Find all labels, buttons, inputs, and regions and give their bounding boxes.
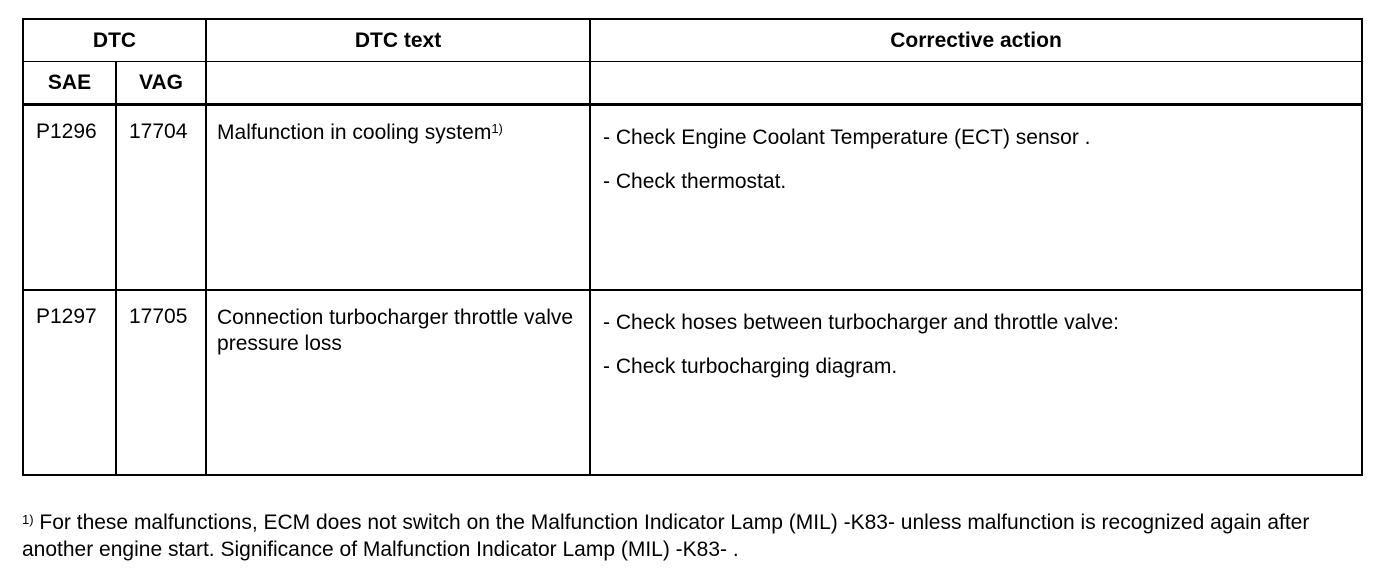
subheader-blank-action <box>590 62 1362 105</box>
header-sae: SAE <box>23 62 116 105</box>
action-item: - Check turbocharging diagram. <box>603 355 898 378</box>
cell-dtc-text <box>206 290 590 475</box>
action-item: - Check hoses between turbocharger and throttle valve: <box>603 311 1119 334</box>
vag-code: 17704 <box>129 120 188 143</box>
footnote <box>22 509 1322 563</box>
sae-code: P1297 <box>36 305 97 328</box>
action-item: - Check thermostat. <box>603 170 787 193</box>
footnote-marker: 1) <box>22 512 34 527</box>
dtc-table <box>22 18 1363 476</box>
action-item: - Check Engine Coolant Temperature (ECT) sensor . <box>603 126 1091 149</box>
footnote-text: For these malfunctions, ECM does not switch on the Malfunction Indicator Lamp (MIL) -K83- unless malfunction is recognized again after another engine start. Significance of Malfunction Indicator Lamp (MIL) -K83- . <box>22 511 1310 561</box>
header-dtc-text: DTC text <box>206 19 590 62</box>
sae-code: P1296 <box>36 120 97 143</box>
header-vag: VAG <box>116 62 206 105</box>
dtc-text-value <box>207 291 589 357</box>
table-row <box>23 105 1362 291</box>
subheader-row <box>23 62 1362 105</box>
cell-sae <box>23 105 116 291</box>
dtc-text-value <box>207 106 589 146</box>
action-list <box>591 291 1361 379</box>
header-corrective-action: Corrective action <box>590 19 1362 62</box>
table-row <box>23 290 1362 475</box>
footnote-marker: 1) <box>491 121 503 136</box>
subheader-blank-text <box>206 62 590 105</box>
header-dtc: DTC <box>23 19 206 62</box>
dtc-text-content: Connection turbocharger throttle valve pressure loss <box>217 306 574 355</box>
header-row <box>23 19 1362 62</box>
cell-dtc-text <box>206 105 590 291</box>
cell-corrective-action <box>590 105 1362 291</box>
cell-corrective-action <box>590 290 1362 475</box>
vag-code: 17705 <box>129 305 188 328</box>
cell-vag <box>116 105 206 291</box>
dtc-text-content: Malfunction in cooling system <box>217 121 492 144</box>
cell-vag <box>116 290 206 475</box>
cell-sae <box>23 290 116 475</box>
action-list <box>591 106 1361 194</box>
